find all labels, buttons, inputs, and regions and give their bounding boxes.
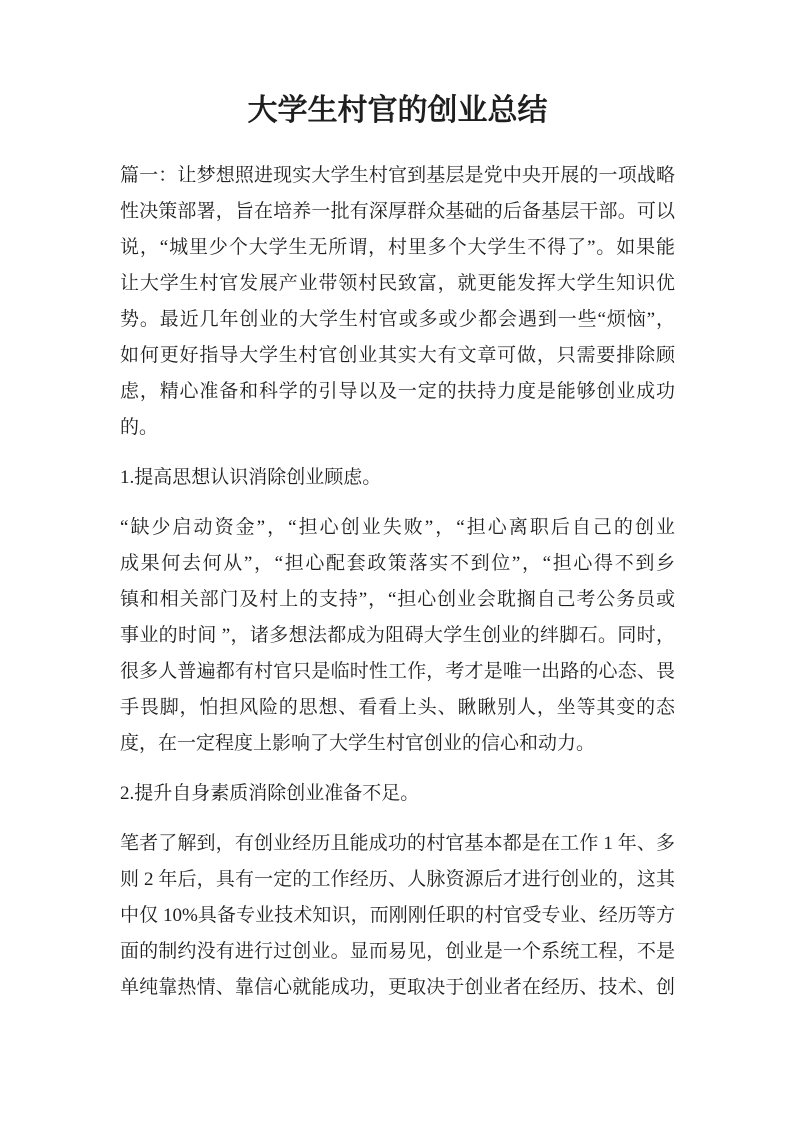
text-line: 性决策部署，旨在培养一批有深厚群众基础的后备基层干部。可以 (120, 201, 675, 222)
text-line: 势。最近几年创业的大学生村官或多或少都会遇到一些“烦恼”， (120, 309, 675, 330)
text-line: 单纯靠热情、靠信心就能成功，更取决于创业者在经历、技术、创 (120, 977, 675, 998)
text-line: 的。 (120, 417, 159, 438)
text-line: 成果何去何从”，“担心配套政策落实不到位”，“担心得不到乡 (120, 553, 675, 574)
text-line: 1.提高思想认识消除创业顾虑。 (120, 467, 382, 488)
document-body (120, 158, 675, 1006)
text-line: “缺少启动资金”，“担心创业失败”，“担心离职后自己的创业 (120, 517, 675, 538)
text-line: 很多人普遍都有村官只是临时性工作，考才是唯一出路的心态、畏 (120, 661, 675, 682)
text-line: 2.提升自身素质消除创业准备不足。 (120, 783, 420, 804)
section-heading (120, 460, 675, 496)
text-line: 虑，精心准备和科学的引导以及一定的扶持力度是能够创业成功 (120, 381, 675, 402)
text-line: 笔者了解到，有创业经历且能成功的村官基本都是在工作 1 年、多 (120, 833, 675, 854)
text-line: 则 2 年后，具有一定的工作经历、人脉资源后才进行创业的，这其 (120, 869, 675, 890)
text-line: 篇一：让梦想照进现实大学生村官到基层是党中央开展的一项战略 (120, 165, 675, 186)
text-line: 度，在一定程度上影响了大学生村官创业的信心和动力。 (120, 733, 596, 754)
text-line: 手畏脚，怕担风险的思想、看看上头、瞅瞅别人，坐等其变的态 (120, 697, 675, 718)
text-line: 中仅 10%具备专业技术知识，而刚刚任职的村官受专业、经历等方 (120, 905, 675, 926)
paragraph (120, 510, 675, 762)
text-line: 让大学生村官发展产业带领村民致富，就更能发挥大学生知识优 (120, 273, 675, 294)
text-line: 事业的时间 ”，诸多想法都成为阻碍大学生创业的绊脚石。同时， (120, 625, 675, 646)
paragraph (120, 826, 675, 1006)
document-title: 大学生村官的创业总结 (247, 94, 548, 127)
text-line: 面的制约没有进行过创业。显而易见，创业是一个系统工程，不是 (120, 941, 675, 962)
text-line: 镇和相关部门及村上的支持”，“担心创业会耽搁自己考公务员或 (120, 589, 675, 610)
section-heading (120, 776, 675, 812)
text-line: 如何更好指导大学生村官创业其实大有文章可做，只需要排除顾 (120, 345, 675, 366)
paragraph (120, 158, 675, 446)
text-line: 说，“城里少个大学生无所谓，村里多个大学生不得了”。如果能 (120, 237, 675, 258)
